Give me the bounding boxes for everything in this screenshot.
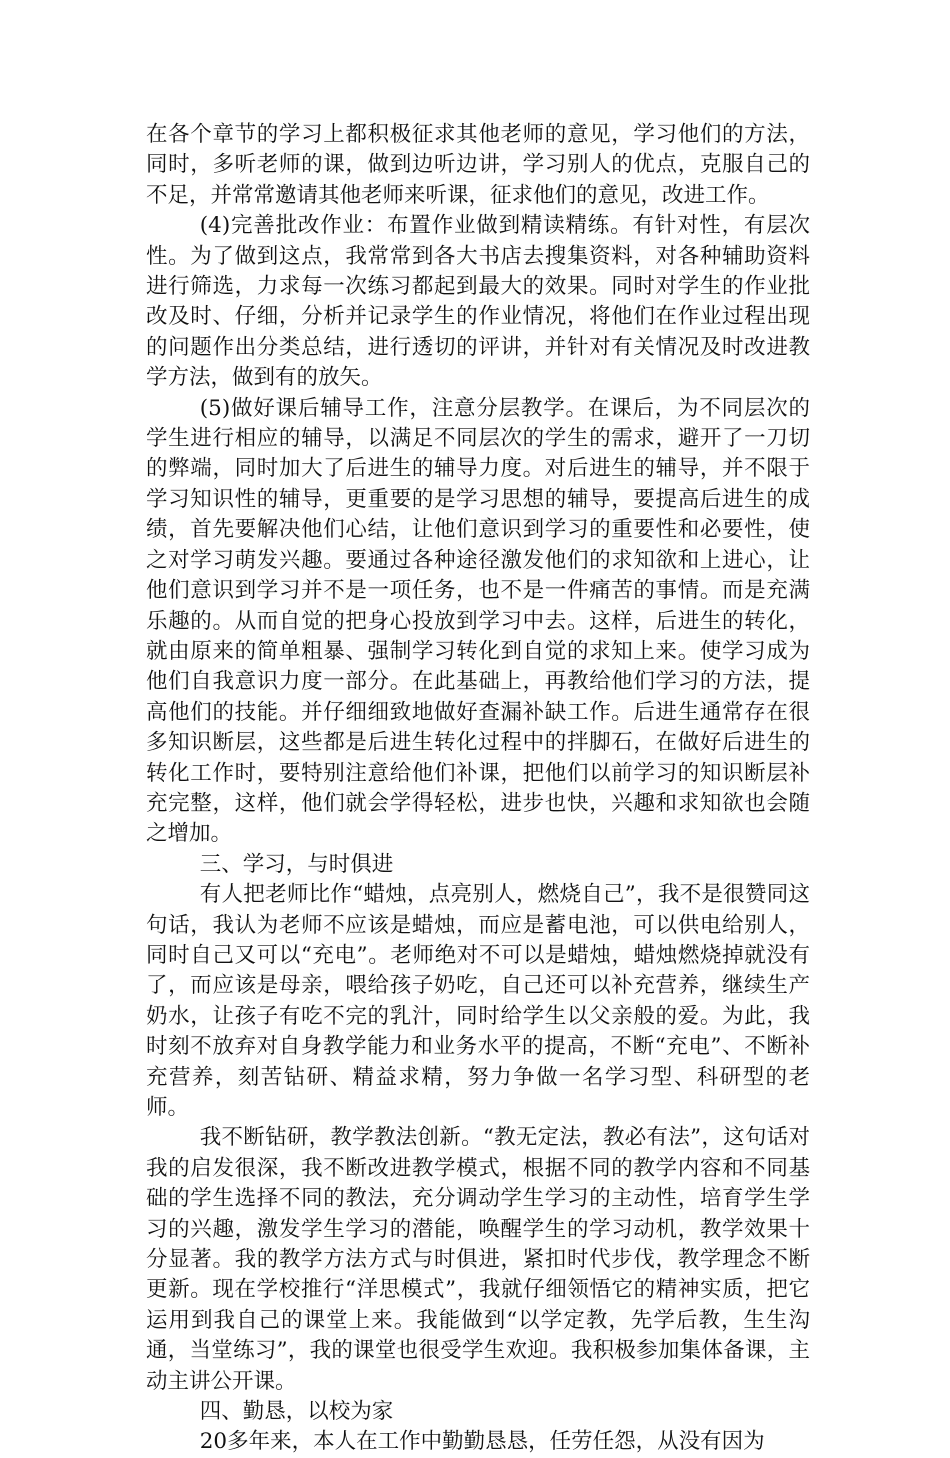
document-body (146, 120, 810, 1458)
section-heading-study: 三、学习，与时俱进 (199, 851, 394, 877)
paragraph-after-class-tutoring: (5)做好课后辅导工作，注意分层教学。在课后，为不同层次的学生进行相应的辅导，以满足不同层次的学生的需求，避开了一刀切的弊端，同时加大了后进生的辅导力度。对后进生的辅导，并不限于学习知识性的辅导，更重要的是学习思想的辅导，要提高后进生的成绩，首先要解决他们心结，让他们意识到学习的重要性和必要性，使之对学习萌发兴趣。要通过各种途径激发他们的求知欲和上进心，让他们意识到学习并不是一项任务，也不是一件痛苦的事情。而是充满乐趣的。从而自觉的把身心投放到学习中去。这样，后进生的转化，就由原来的简单粗暴、强制学习转化到自觉的求知上来。使学习成为他们自我意识力度一部分。在此基础上，再教给他们学习的方法，提高他们的技能。并仔细细致地做好查漏补缺工作。后进生通常存在很多知识断层，这些都是后进生转化过程中的拌脚石，在做好后进生的转化工作时，要特别注意给他们补课，把他们以前学习的知识断层补充完整，这样，他们就会学得轻松，进步也快，兴趣和求知欲也会随之增加。 (146, 395, 810, 847)
paragraph-continuation: 在各个章节的学习上都积极征求其他老师的意见，学习他们的方法，同时，多听老师的课，做到边听边讲，学习别人的优点，克服自己的不足，并常常邀请其他老师来听课，征求他们的意见，改进工作。 (146, 122, 810, 208)
paragraph-candle-metaphor: 有人把老师比作“蜡烛，点亮别人，燃烧自己”，我不是很赞同这句话，我认为老师不应该是蜡烛，而应是蓄电池，可以供电给别人，同时自己又可以“充电”。老师绝对不可以是蜡烛，蜡烛燃烧掉就没有了，而应该是母亲，喂给孩子奶吃，自己还可以补充营养，继续生产奶水，让孩子有吃不完的乳汁，同时给学生以父亲般的爱。为此，我时刻不放弃对自身教学能力和业务水平的提高，不断“充电”、不断补充营养，刻苦钻研、精益求精，努力争做一名学习型、科研型的老师。 (146, 882, 810, 1120)
paragraph-homework-correction: (4)完善批改作业：布置作业做到精读精练。有针对性，有层次性。为了做到这点，我常常到各大书店去搜集资料，对各种辅助资料进行筛选，力求每一次练习都起到最大的效果。同时对学生的作业批改及时、仔细，分析并记录学生的作业情况，将他们在作业过程出现的问题作出分类总结，进行透切的评讲，并针对有关情况及时改进教学方法，做到有的放矢。 (146, 213, 810, 391)
section-heading-diligence: 四、勤恳，以校为家 (199, 1399, 394, 1425)
paragraph-twenty-years: 20多年来，本人在工作中勤勤恳恳，任劳任怨，从没有因为 (199, 1429, 765, 1455)
paragraph-teaching-innovation: 我不断钻研，教学教法创新。“教无定法，教必有法”，这句话对我的启发很深，我不断改进教学模式，根据不同的教学内容和不同基础的学生选择不同的教法，充分调动学生学习的主动性，培育学生学习的兴趣，激发学生学习的潜能，唤醒学生的学习动机，教学效果十分显著。我的教学方法方式与时俱进，紧扣时代步伐，教学理念不断更新。现在学校推行“洋思模式”，我就仔细领悟它的精神实质，把它运用到我自己的课堂上来。我能做到“以学定教，先学后教，生生沟通，当堂练习”，我的课堂也很受学生欢迎。我积极参加集体备课，主动主讲公开课。 (146, 1125, 810, 1394)
